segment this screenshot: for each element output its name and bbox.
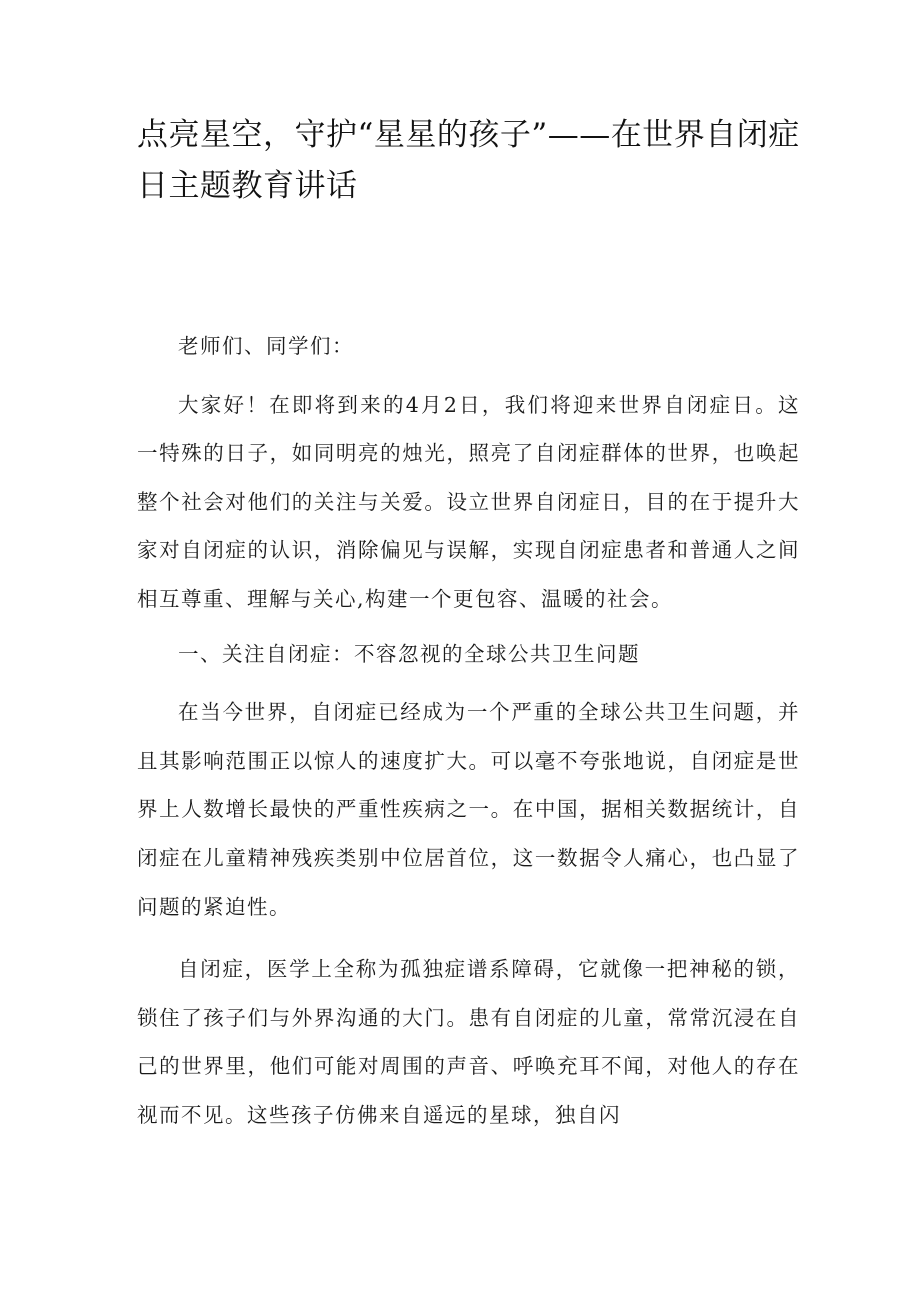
document-body — [137, 322, 800, 1140]
section-heading-1: 一、关注自闭症：不容忽视的全球公共卫生问题 — [178, 641, 640, 666]
paragraph-intro: 大家好！在即将到来的4月2日，我们将迎来世界自闭症日。这一特殊的日子，如同明亮的烛光，照亮了自闭症群体的世界，也唤起整个社会对他们的关注与关爱。设立世界自闭症日，目的在于提升大家对自闭症的认识，消除偏见与误解，实现自闭症患者和普通人之间相互尊重、理解与关心,构建一个更包容、温暖的社会。 — [137, 392, 800, 611]
paragraph-global-issue: 在当今世界，自闭症已经成为一个严重的全球公共卫生问题，并且其影响范围正以惊人的速度扩大。可以毫不夸张地说，自闭症是世界上人数增长最快的严重性疾病之一。在中国，据相关数据统计，自闭症在儿童精神残疾类别中位居首位，这一数据令人痛心，也凸显了问题的紧迫性。 — [137, 700, 800, 919]
document-title: 点亮星空，守护“星星的孩子”——在世界自闭症日主题教育讲话 — [137, 117, 800, 204]
greeting: 老师们、同学们： — [178, 334, 354, 358]
paragraph-definition: 自闭症，医学上全称为孤独症谱系障碍，它就像一把神秘的锁，锁住了孩子们与外界沟通的大门。患有自闭症的儿童，常常沉浸在自己的世界里，他们可能对周围的声音、呼唤充耳不闻，对他人的存在视而不见。这些孩子仿佛来自遥远的星球，独自闪 — [137, 957, 800, 1127]
